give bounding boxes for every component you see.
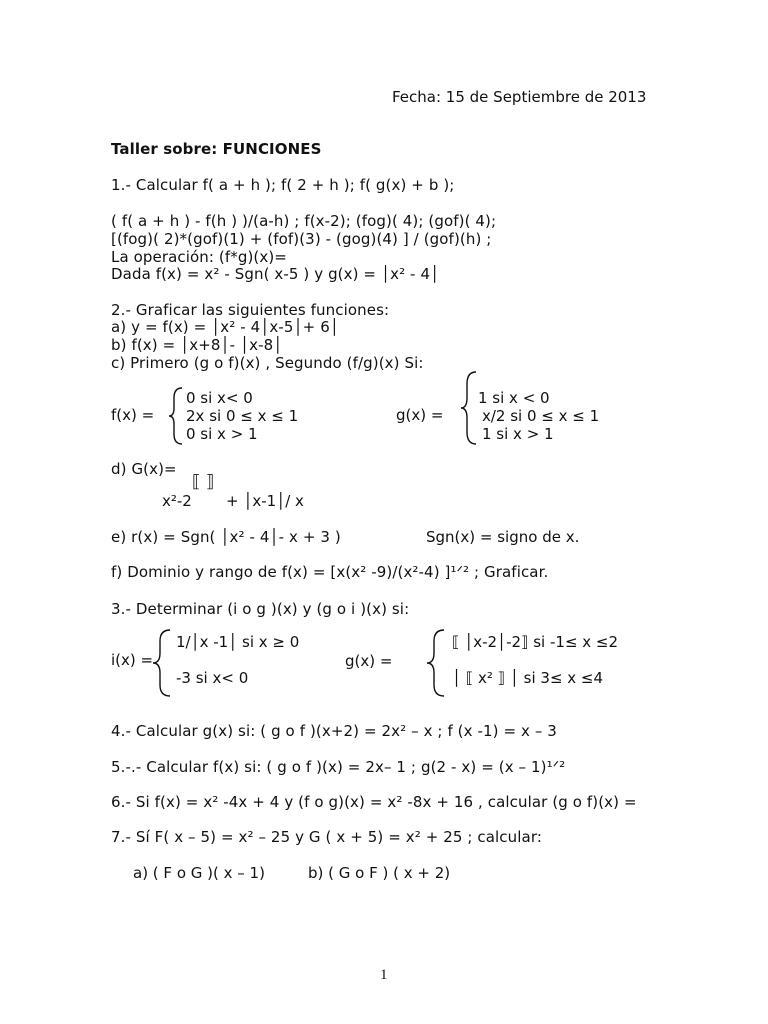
- q2-item-f: f) Dominio y rango de f(x) = [x(x² -9)/(x²-4) ]¹ᐟ² ; Graficar.: [111, 563, 549, 581]
- q2-item-d: d) G(x)=: [111, 460, 177, 478]
- q1-line-2: ( f( a + h ) - f(h ) )/(a-h) ; f(x-2); (fog)( 4); (gof)( 4);: [111, 212, 497, 230]
- g3-row-2: │ ⟦ x² ⟧ │ si 3≤ x ≤4: [452, 669, 604, 687]
- q4-line: 4.- Calcular g(x) si: ( g o f )(x+2) = 2x² – x ; f (x -1) = x – 3: [111, 722, 557, 740]
- page-title: Taller sobre: FUNCIONES: [111, 140, 322, 158]
- q3-line-1: 3.- Determinar (i o g )(x) y (g o i )(x) si:: [111, 600, 410, 618]
- g-row-3: 1 si x > 1: [482, 425, 554, 443]
- q2-item-a: a) y = f(x) = │x² - 4│x-5│+ 6│: [111, 318, 339, 336]
- f-row-2: 2x si 0 ≤ x ≤ 1: [186, 407, 299, 425]
- page-number: 1: [380, 967, 388, 983]
- date-line: Fecha: 15 de Septiembre de 2013: [392, 88, 647, 106]
- q5-line: 5.-.- Calcular f(x) si: ( g o f )(x) = 2x– 1 ; g(2 - x) = (x – 1)¹ᐟ²: [111, 758, 566, 776]
- f-row-1: 0 si x< 0: [186, 389, 253, 407]
- d-expr-2: + │x-1│/ x: [226, 492, 304, 510]
- f-row-3: 0 si x > 1: [186, 425, 258, 443]
- g3-row-1: ⟦ │x-2│-2⟧ si -1≤ x ≤2: [452, 633, 619, 651]
- q1-line-1: 1.- Calcular f( a + h ); f( 2 + h ); f( g(x) + b );: [111, 176, 455, 194]
- i-brace: [152, 628, 172, 698]
- q1-line-4: La operación: (f*g)(x)=: [111, 248, 287, 266]
- q7-line-1: 7.- Sí F( x – 5) = x² – 25 y G ( x + 5) = x² + 25 ; calcular:: [111, 828, 542, 846]
- d-expr-1: x²-2: [162, 492, 192, 510]
- q7-item-a: a) ( F o G )( x – 1): [133, 864, 265, 882]
- q7-item-b: b) ( G o F ) ( x + 2): [308, 864, 451, 882]
- g-row-1: 1 si x < 0: [478, 389, 550, 407]
- q2-item-c: c) Primero (g o f)(x) , Segundo (f/g)(x) Si:: [111, 354, 424, 372]
- q1-line-3: [(fog)( 2)*(gof)(1) + (fof)(3) - (gog)(4) ] / (gof)(h) ;: [111, 230, 492, 248]
- f-brace: [168, 386, 184, 446]
- q1-line-5: Dada f(x) = x² - Sgn( x-5 ) y g(x) = │x² - 4│: [111, 265, 440, 283]
- q2-item-e: e) r(x) = Sgn( │x² - 4│- x + 3 ): [111, 528, 341, 546]
- g-label: g(x) =: [396, 406, 444, 424]
- f-label: f(x) =: [111, 406, 155, 424]
- i-label: i(x) =: [111, 651, 154, 669]
- q6-line: 6.- Si f(x) = x² -4x + 4 y (f o g)(x) = x² -8x + 16 , calcular (g o f)(x) =: [111, 793, 637, 811]
- g3-brace: [426, 628, 446, 698]
- i-row-1: 1/│x -1│ si x ≥ 0: [176, 633, 300, 651]
- g3-label: g(x) =: [345, 652, 393, 670]
- g-row-2: x/2 si 0 ≤ x ≤ 1: [482, 407, 600, 425]
- i-row-2: -3 si x< 0: [176, 669, 249, 687]
- sgn-note: Sgn(x) = signo de x.: [426, 528, 580, 546]
- d-bracket: ⟦ ⟧: [192, 472, 215, 492]
- q2-line-1: 2.- Graficar las siguientes funciones:: [111, 301, 390, 319]
- q2-item-b: b) f(x) = │x+8│- │x-8│: [111, 336, 283, 354]
- g-brace: [460, 370, 478, 446]
